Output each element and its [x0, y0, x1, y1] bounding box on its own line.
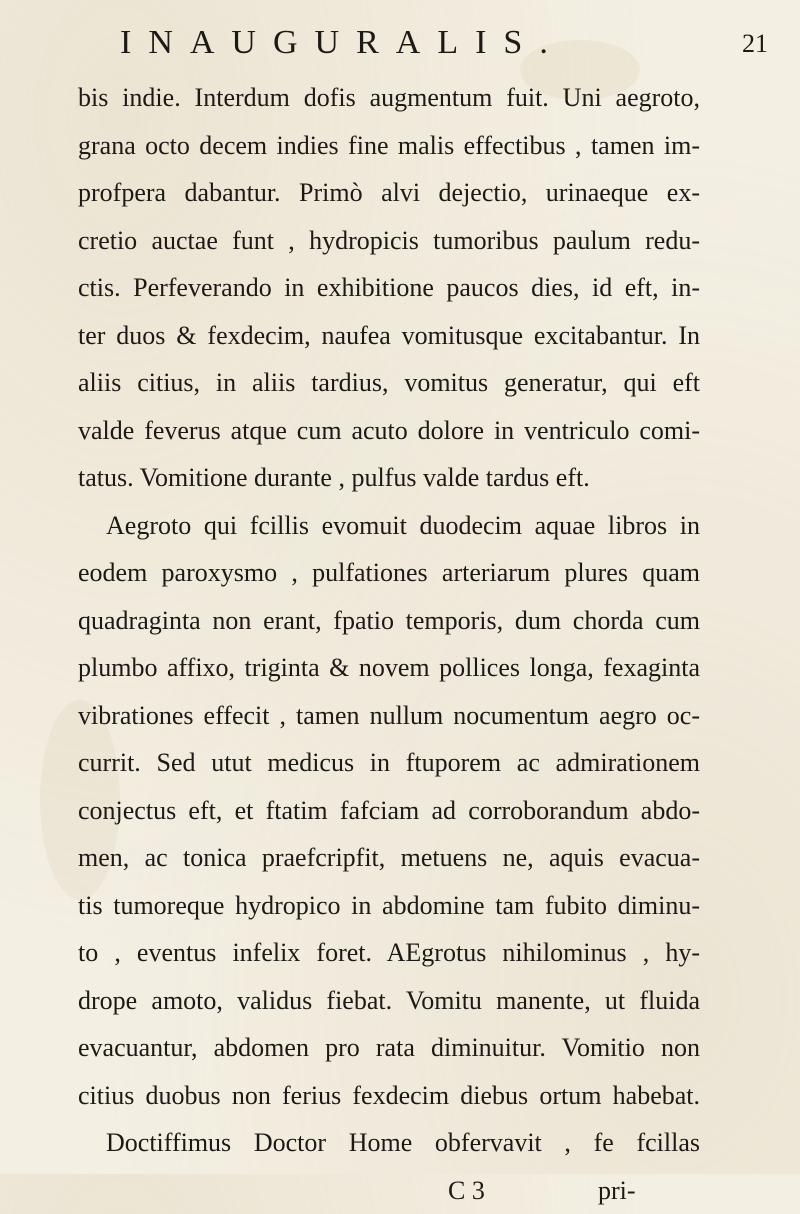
body-text — [78, 74, 700, 1214]
text-line: grana octo decem indies fine malis effectibus , tamen im- — [78, 122, 700, 170]
text-line: vibrationes effecit , tamen nullum nocumentum aegro oc- — [78, 692, 700, 740]
text-line: bis indie. Interdum dofis augmentum fuit. Uni aegroto, — [78, 74, 700, 122]
text-line: men, ac tonica praefcripfit, metuens ne, aquis evacua- — [78, 834, 700, 882]
text-line: citius duobus non ferius fexdecim diebus ortum habebat. — [78, 1072, 700, 1120]
signature-mark: C 3 — [448, 1167, 485, 1214]
text-line: cretio auctae funt , hydropicis tumoribus paulum redu- — [78, 217, 700, 265]
text-line: evacuantur, abdomen pro rata diminuitur. Vomitio non — [78, 1024, 700, 1072]
text-line: tis tumoreque hydropico in abdomine tam fubito diminu- — [78, 882, 700, 930]
text-line: currit. Sed utut medicus in ftuporem ac admirationem — [78, 739, 700, 787]
text-line: ctis. Perfeverando in exhibitione paucos dies, id eft, in- — [78, 264, 700, 312]
text-line: aliis citius, in aliis tardius, vomitus generatur, qui eft — [78, 359, 700, 407]
catchword: pri- — [598, 1167, 636, 1214]
text-line: ter duos & fexdecim, naufea vomitusque excitabantur. In — [78, 312, 700, 360]
text-line: profpera dabantur. Primò alvi dejectio, urinaeque ex- — [78, 169, 700, 217]
running-head — [88, 18, 778, 68]
text-line: plumbo affixo, triginta & novem pollices longa, fexaginta — [78, 644, 700, 692]
text-line: valde feverus atque cum acuto dolore in ventriculo comi- — [78, 407, 700, 455]
running-title: INAUGURALIS. — [120, 18, 565, 68]
text-line: eodem paroxysmo , pulfationes arteriarum plures quam — [78, 549, 700, 597]
text-line: Aegroto qui fcillis evomuit duodecim aquae libros in — [78, 502, 700, 550]
text-line: conjectus eft, et ftatim fafciam ad corroborandum abdo- — [78, 787, 700, 835]
text-line: to , eventus infelix foret. AEgrotus nihilominus , hy- — [78, 929, 700, 977]
page-number: 21 — [742, 22, 768, 66]
text-line: tatus. Vomitione durante , pulfus valde tardus eft. — [78, 454, 700, 502]
text-line: drope amoto, validus fiebat. Vomitu manente, ut fluida — [78, 977, 700, 1025]
text-line: quadraginta non erant, fpatio temporis, dum chorda cum — [78, 597, 700, 645]
text-line: Doctiffimus Doctor Home obfervavit , fe fcillas — [78, 1119, 700, 1167]
